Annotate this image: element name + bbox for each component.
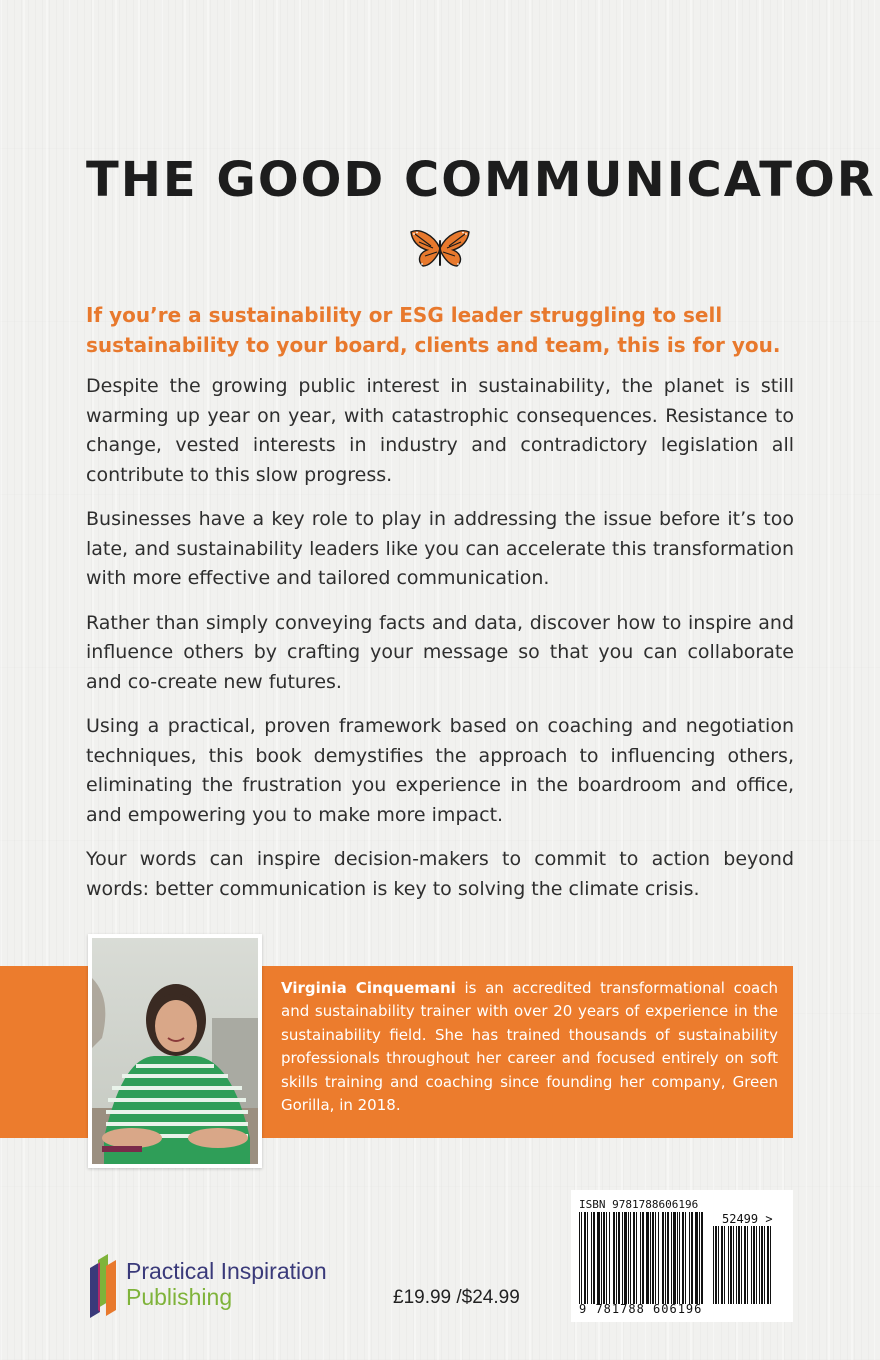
- publisher-name: Publishing: [126, 1284, 233, 1310]
- publisher-books-icon: [86, 1254, 120, 1318]
- barcode: [571, 1190, 793, 1322]
- blurb-paragraph: Your words can inspire decision-makers to commit to action beyond words: better communication is key to solving the climate crisis.: [86, 848, 794, 900]
- barcode-bars-icon: [579, 1212, 703, 1304]
- author-bio: [281, 977, 778, 1117]
- blurb-body: [86, 372, 794, 919]
- publisher-name: Practical Inspiration: [126, 1258, 327, 1284]
- isbn-label: ISBN 9781788606196: [579, 1198, 699, 1211]
- author-name: Virginia Cinquemani: [281, 979, 456, 997]
- blurb-paragraph: Businesses have a key role to play in addressing the issue before it’s too late, and sustainability leaders like you can accelerate this transformation with more effective and tailored communication.: [86, 508, 794, 589]
- lead-statement: If you’re a sustainability or ESG leader struggling to sell sustainability to your board, clients and team, this is for you.: [86, 303, 781, 357]
- blurb-paragraph: Using a practical, proven framework based on coaching and negotiation techniques, this book demystifies the approach to influencing others, eliminating the frustration you experience in the boardroom and office, and empowering you to make more impact.: [86, 715, 794, 826]
- barcode-supplement-bars-icon: [713, 1226, 771, 1304]
- author-photo: [88, 934, 262, 1168]
- isbn-digits: 9 781788 606196: [579, 1302, 703, 1316]
- publisher-logo: [86, 1254, 356, 1318]
- price-code: 52499 >: [722, 1212, 773, 1226]
- price-label: £19.99 /$24.99: [393, 1287, 520, 1308]
- author-bio-text: is an accredited transformational coach and sustainability trainer with over 20 years of experience in the sustainability field. She has trained thousands of sustainability professionals throughout her career and focused entirely on soft skills training and coaching since founding her company, Green Gorilla, in 2018.: [281, 979, 778, 1115]
- butterfly-icon: [409, 228, 471, 272]
- book-title: THE GOOD COMMUNICATOR: [86, 152, 876, 208]
- blurb-paragraph: Despite the growing public interest in sustainability, the planet is still warming up year on year, with catastrophic consequences. Resistance to change, vested interests in industry and contradictory legislation all contribute to this slow progress.: [86, 375, 794, 486]
- blurb-paragraph: Rather than simply conveying facts and data, discover how to inspire and influence others by crafting your message so that you can collaborate and co-create new futures.: [86, 611, 794, 693]
